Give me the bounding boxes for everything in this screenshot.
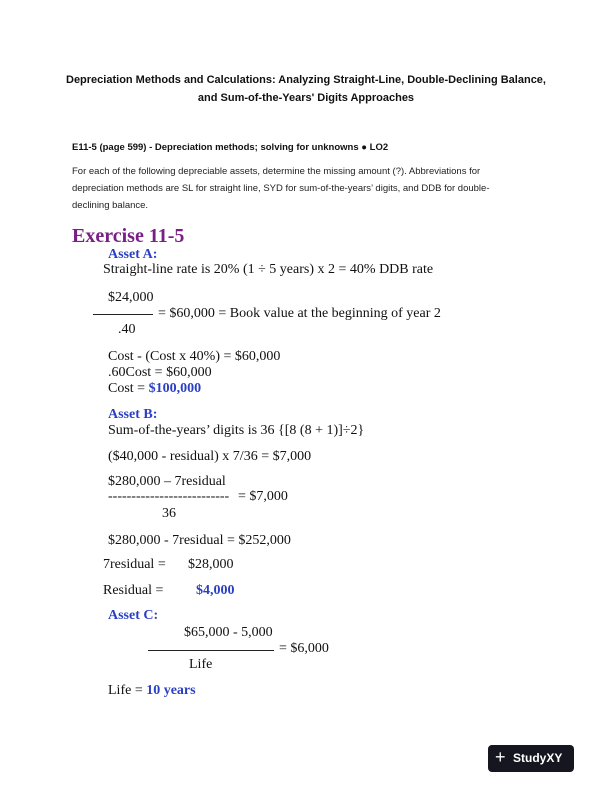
asset-a-calc-1: Cost - (Cost x 40%) = $60,000 [108, 349, 281, 364]
asset-b-answer: $4,000 [196, 583, 235, 598]
asset-c-numerator: $65,000 - 5,000 [184, 625, 273, 640]
asset-a-answer: $100,000 [148, 381, 202, 396]
exercise-title: Exercise 11-5 [72, 225, 185, 247]
asset-b-equation-line: ($40,000 - residual) x 7/36 = $7,000 [108, 449, 312, 464]
asset-a-calc-3 [108, 381, 201, 397]
asset-c-answer-prefix: Life = [108, 683, 147, 698]
asset-b-7residual-label: 7residual = [103, 557, 166, 572]
problem-text-line-3: declining balance. [72, 200, 149, 211]
plus-icon: + [495, 747, 506, 767]
asset-a-label: Asset A: [108, 247, 158, 262]
asset-b-fraction-dashes: -------------------------- [108, 489, 230, 504]
asset-a-fraction-bar [93, 314, 153, 315]
asset-c-answer: 10 years [146, 683, 196, 698]
studyxy-logo [488, 745, 574, 772]
asset-b-denominator: 36 [162, 506, 176, 521]
asset-c-fraction-bar [148, 650, 274, 651]
asset-a-equation-rhs: = $60,000 = Book value at the beginning of year 2 [158, 306, 441, 321]
asset-a-cost-prefix: Cost = [108, 381, 149, 396]
asset-a-denominator: .40 [118, 322, 136, 337]
asset-b-label: Asset B: [108, 407, 158, 422]
asset-b-syd-line: Sum-of-the-years’ digits is 36 {[8 (8 + 1)]÷2} [108, 423, 365, 438]
asset-a-numerator: $24,000 [108, 290, 154, 305]
asset-b-equation-rhs: = $7,000 [238, 489, 288, 504]
document-title-line-2: and Sum-of-the-Years' Digits Approaches [197, 92, 415, 104]
asset-c-denominator: Life [189, 657, 213, 672]
asset-a-rate-line: Straight-line rate is 20% (1 ÷ 5 years) x 2 = 40% DDB rate [103, 262, 434, 277]
problem-text-line-2: depreciation methods are SL for straight line, SYD for sum-of-the-years’ digits, and DDB for double- [72, 183, 490, 194]
problem-text-line-1: For each of the following depreciable assets, determine the missing amount (?). Abbreviations for [72, 166, 481, 177]
logo-text: StudyXY [513, 751, 563, 765]
asset-b-residual-line: $280,000 - 7residual = $252,000 [108, 533, 291, 548]
problem-heading: E11-5 (page 599) - Depreciation methods; solving for unknowns ● LO2 [72, 142, 389, 153]
asset-c-answer-line [108, 683, 196, 699]
asset-b-numerator: $280,000 – 7residual [108, 474, 226, 489]
asset-b-7residual-value: $28,000 [188, 557, 234, 572]
document-title-line-1: Depreciation Methods and Calculations: Analyzing Straight-Line, Double-Declining Balance, [66, 74, 546, 86]
asset-c-label: Asset C: [108, 608, 159, 623]
asset-a-calc-2: .60Cost = $60,000 [108, 365, 212, 380]
asset-b-residual-label: Residual = [103, 583, 164, 598]
asset-c-equation-rhs: = $6,000 [279, 641, 329, 656]
